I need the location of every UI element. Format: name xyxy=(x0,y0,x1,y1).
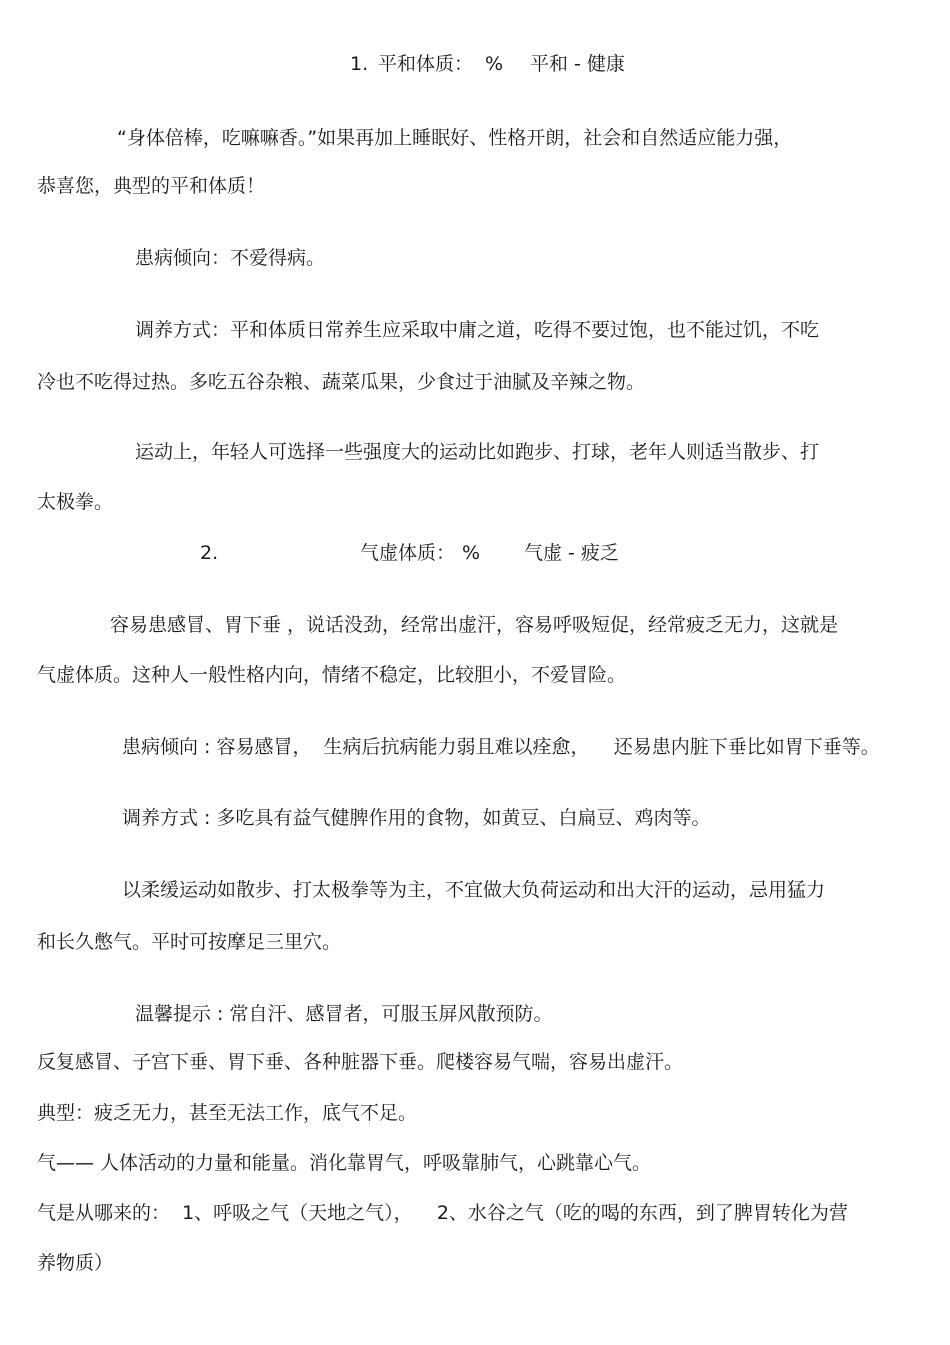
section1-heading-tag: 平和 - 健康 xyxy=(530,53,625,75)
section1-exercise-line2: 太极拳。 xyxy=(37,491,114,513)
section2-tendency: 患病倾向 : 容易感冒， 生病后抗病能力弱且难以痊愈， 还易患内脏下垂比如胃下垂等。 xyxy=(122,736,880,758)
section2-intro-line2: 气虚体质。这种人一般性格内向，情绪不稳定，比较胆小，不爱冒险。 xyxy=(37,664,627,686)
section2-qi-source-line1: 气是从哪来的： 1、呼吸之气（天地之气）， 2、水谷之气（吃的喝的东西，到了脾胃转化为营 xyxy=(37,1202,848,1224)
section2-qi-source-line2: 养物质） xyxy=(37,1252,114,1274)
section2-qi-definition: 气—— 人体活动的力量和能量。消化靠胃气，呼吸靠肺气，心跳靠心气。 xyxy=(37,1152,652,1174)
section1-intro-line1: “身体倍棒，吃嘛嘛香。”如果再加上睡眠好、性格开朗，社会和自然适应能力强， xyxy=(117,127,793,149)
section2-heading-number: 2. xyxy=(200,542,219,564)
section2-care: 调养方式 : 多吃具有益气健脾作用的食物，如黄豆、白扁豆、鸡肉等。 xyxy=(122,807,711,829)
section1-heading-number: 1. xyxy=(350,53,369,75)
section1-heading-percent: % xyxy=(485,53,504,75)
section1-intro-line2: 恭喜您，典型的平和体质！ xyxy=(37,175,266,197)
section2-exercise-line1: 以柔缓运动如散步、打太极拳等为主，不宜做大负荷运动和出大汗的运动，忌用猛力 xyxy=(122,879,826,901)
section2-heading-tag: 气虚 - 疲乏 xyxy=(524,542,619,564)
section2-typical: 典型：疲乏无力，甚至无法工作，底气不足。 xyxy=(37,1102,418,1124)
section1-exercise-line1: 运动上，年轻人可选择一些强度大的运动比如跑步、打球，老年人则适当散步、打 xyxy=(135,441,820,463)
section2-heading-percent: % xyxy=(462,542,481,564)
section1-care-line1: 调养方式：平和体质日常养生应采取中庸之道，吃得不要过饱，也不能过饥，不吃 xyxy=(135,319,820,341)
section1-care-line2: 冷也不吃得过热。多吃五谷杂粮、蔬菜瓜果，少食过于油腻及辛辣之物。 xyxy=(37,371,646,393)
section1-tendency: 患病倾向：不爱得病。 xyxy=(135,247,326,269)
section2-tip: 温馨提示 : 常自汗、感冒者，可服玉屏风散预防。 xyxy=(135,1003,553,1025)
section2-symptoms: 反复感冒、子宫下垂、胃下垂、各种脏器下垂。爬楼容易气喘，容易出虚汗。 xyxy=(37,1051,684,1073)
section2-heading-label: 气虚体质： xyxy=(360,542,456,564)
section1-heading-label: 平和体质： xyxy=(378,53,474,75)
section2-intro-line1: 容易患感冒、胃下垂 ，说话没劲，经常出虚汗，容易呼吸短促，经常疲乏无力，这就是 xyxy=(110,614,839,636)
section2-exercise-line2: 和长久憋气。平时可按摩足三里穴。 xyxy=(37,931,342,953)
